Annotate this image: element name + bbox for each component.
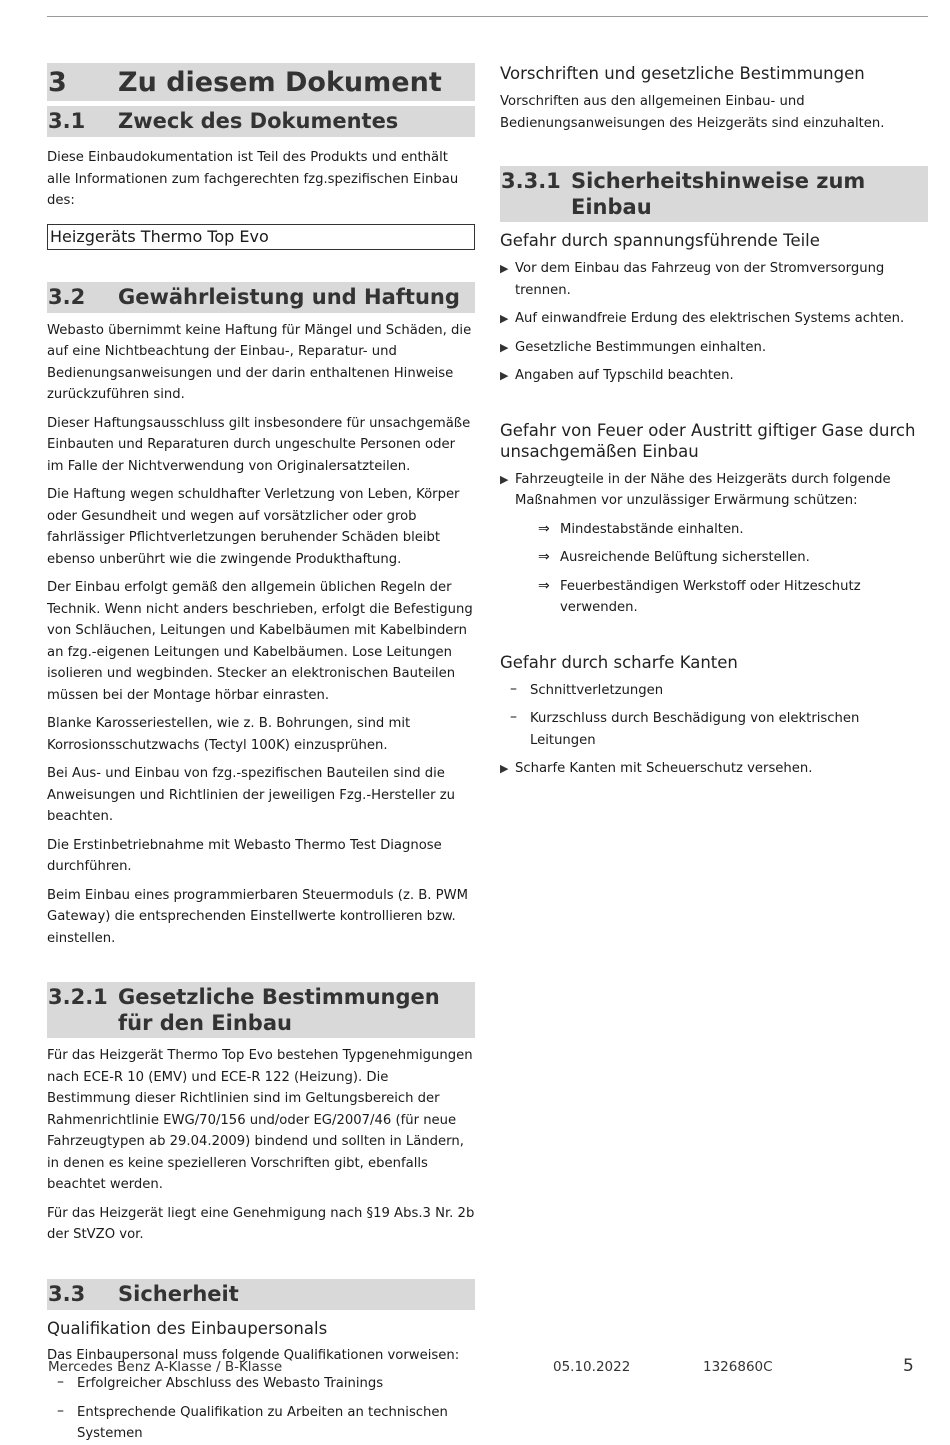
sharp-edges-action bbox=[500, 758, 928, 780]
list-item: ▶ Auf einwandfreie Erdung des elektrischen Systems achten. bbox=[500, 308, 928, 330]
paragraph: Die Erstinbetriebnahme mit Webasto Thermo Test Diagnose durchführen. bbox=[47, 837, 442, 874]
list-item: – Schnittverletzungen bbox=[500, 680, 928, 702]
heading-title: Sicherheitshinweise zum Einbau bbox=[571, 169, 866, 219]
paragraph: Dieser Haftungsausschluss gilt insbesondere für unsachgemäße Einbauten und Reparaturen durch ungeschulte Personen oder im Falle der Nichtverwendung von Originalersatzteilen. bbox=[47, 415, 471, 474]
heading-title: Sicherheit bbox=[118, 1281, 239, 1306]
footer-vehicle: Mercedes Benz A-Klasse / B-Klasse bbox=[48, 1359, 283, 1375]
paragraph: Blanke Karosseriestellen, wie z. B. Bohrungen, sind mit Korrosionsschutzwachs (Tectyl 100K) einzusprühen. bbox=[47, 716, 411, 753]
product-box: Heizgeräts Thermo Top Evo bbox=[47, 224, 475, 250]
footer-doc-number: 1326860C bbox=[703, 1359, 773, 1375]
list-item: ▶ Gesetzliche Bestimmungen einhalten. bbox=[500, 337, 928, 359]
list-item: ⇒ Feuerbeständigen Werkstoff oder Hitzeschutz verwenden. bbox=[538, 577, 861, 615]
heading-number: 3.3.1 bbox=[501, 169, 561, 193]
heading-title: Gewährleistung und Haftung bbox=[118, 284, 460, 309]
heading-title: Zu diesem Dokument bbox=[118, 66, 442, 98]
list-item: ▶ Fahrzeugteile in der Nähe des Heizgeräts durch folgende Maßnahmen vor unzulässiger Erwärmung schützen: bbox=[500, 469, 928, 512]
paragraph: Bei Aus- und Einbau von fzg.-spezifischen Bauteilen sind die Anweisungen und Richtlinien der jeweiligen Fzg.-Hersteller zu beachten. bbox=[47, 766, 456, 824]
list-item: ▶ Scharfe Kanten mit Scheuerschutz versehen. bbox=[500, 758, 928, 780]
paragraph: Webasto übernimmt keine Haftung für Mängel und Schäden, die auf eine Nichtbeachtung der Einbau-, Reparatur- und Bedienungsanweisungen und der darin enthaltenen Hinweise zurückzuführen sind. bbox=[47, 322, 472, 402]
heading-number: 3 bbox=[48, 66, 67, 98]
heading-3-2-1 bbox=[47, 982, 475, 1038]
subheading: Qualifikation des Einbaupersonals bbox=[47, 1318, 328, 1338]
list-item: – Erfolgreicher Abschluss des Webasto Trainings bbox=[47, 1373, 475, 1395]
subheading: Gefahr von Feuer oder Austritt giftiger Gase durch unsachgemäßen Einbau bbox=[500, 420, 916, 461]
paragraph: Vorschriften aus den allgemeinen Einbau- und Bedienungsanweisungen des Heizgeräts sind einzuhalten. bbox=[500, 94, 885, 131]
subheading: Gefahr durch spannungsführende Teile bbox=[500, 231, 820, 250]
arrow-right-icon: ⇒ bbox=[538, 549, 550, 565]
heading-title: Gesetzliche Bestimmungen für den Einbau bbox=[118, 985, 440, 1035]
list-item: ▶ Vor dem Einbau das Fahrzeug von der Stromversorgung trennen. bbox=[500, 258, 928, 301]
heading-3-3-1 bbox=[500, 166, 928, 222]
paragraph: Für das Heizgerät Thermo Top Evo bestehen Typgenehmigungen nach ECE-R 10 (EMV) und ECE-R 122 (Heizung). Die Bestimmung dieser Richtlinien sind im Geltungsbereich der Rahmenrichtlinie EWG/70/156 und/oder EG/2007/46 (für neue Fahrzeugtypen ab 29.04.2009) bindend und sollten in Ländern, in denen es keine spezielleren Vorschriften gibt, ebenfalls beachtet werden. bbox=[47, 1048, 473, 1192]
heading-number: 3.2.1 bbox=[48, 985, 108, 1009]
electrical-danger-list bbox=[500, 258, 928, 387]
list-item: – Kurzschluss durch Beschädigung von elektrischen Leitungen bbox=[500, 708, 928, 751]
subheading: Vorschriften und gesetzliche Bestimmungen bbox=[500, 64, 865, 83]
top-rule bbox=[47, 16, 928, 17]
paragraph: Für das Heizgerät liegt eine Genehmigung nach §19 Abs.3 Nr. 2b der StVZO vor. bbox=[47, 1205, 475, 1242]
arrow-right-icon: ⇒ bbox=[538, 520, 550, 537]
subheading: Gefahr durch scharfe Kanten bbox=[500, 652, 738, 672]
page-number: 5 bbox=[903, 1356, 914, 1376]
heading-3-1 bbox=[47, 106, 475, 137]
list-item: ▶ Angaben auf Typschild beachten. bbox=[500, 365, 928, 387]
arrow-right-icon: ⇒ bbox=[538, 577, 550, 594]
footer-date: 05.10.2022 bbox=[553, 1359, 631, 1375]
heading-number: 3.1 bbox=[48, 109, 86, 133]
heading-number: 3.2 bbox=[48, 284, 86, 309]
fire-danger-sublist bbox=[500, 519, 928, 619]
sharp-edges-list bbox=[500, 680, 928, 752]
fire-danger-list bbox=[500, 469, 928, 512]
right-column bbox=[500, 63, 928, 780]
paragraph: Der Einbau erfolgt gemäß den allgemein üblichen Regeln der Technik. Wenn nicht anders beschrieben, erfolgt die Befestigung von Schläuchen, Leitungen und Kabelbäumen mit Kabelbindern an fzg.-eigenen Leitungen und Kabelbäumen. Lose Leitungen isolieren und wegbinden. Stecker an elektronischen Bauteilen müssen bei der Montage hörbar einrasten. bbox=[47, 580, 473, 703]
list-item: ⇒ Mindestabstände einhalten. bbox=[500, 519, 928, 541]
paragraph: Beim Einbau eines programmierbaren Steuermoduls (z. B. PWM Gateway) die entsprechenden Einstellwerte kontrollieren bzw. einstellen. bbox=[47, 887, 469, 946]
list-item: – Entsprechende Qualifikation zu Arbeiten an technischen Systemen bbox=[47, 1402, 475, 1445]
heading-3 bbox=[47, 63, 475, 101]
heading-3-3 bbox=[47, 1279, 475, 1310]
heading-number: 3.3 bbox=[48, 1281, 86, 1306]
heading-title: Zweck des Dokumentes bbox=[118, 109, 399, 133]
paragraph: Das Einbaupersonal muss folgende Qualifikationen vorweisen: bbox=[47, 1347, 460, 1363]
heading-3-2 bbox=[47, 282, 475, 313]
left-column bbox=[47, 63, 475, 1445]
paragraph: Die Haftung wegen schuldhafter Verletzung von Leben, Körper oder Gesundheit und wegen auf vorsätzlicher oder grob fahrlässiger Pflichtverletzungen beruhender Schäden bleibt ebenso unberührt wie die zwingende Produkthaftung. bbox=[47, 487, 460, 567]
qualification-list bbox=[47, 1373, 475, 1445]
paragraph: Diese Einbaudokumentation ist Teil des Produkts und enthält alle Informationen zum fachgerechten fzg.spezifischen Einbau des: bbox=[47, 150, 459, 208]
list-item: ⇒ Ausreichende Belüftung sicherstellen. bbox=[500, 547, 928, 569]
